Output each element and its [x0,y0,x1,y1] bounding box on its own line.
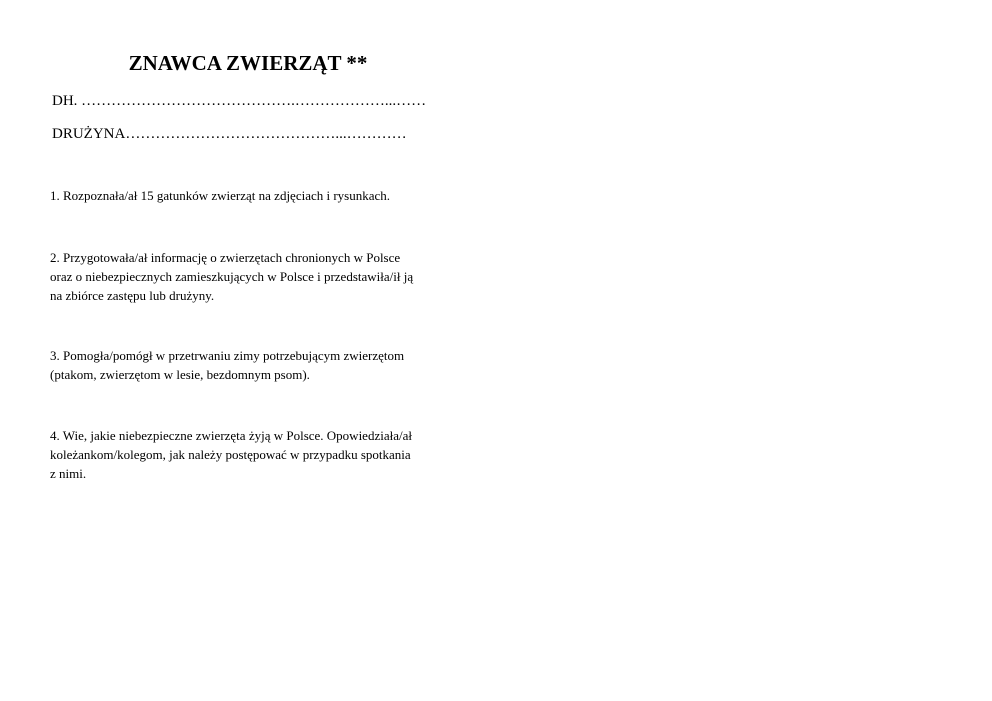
dh-name-field: DH. …………………………………….………………...…… [52,93,427,109]
document-title: ZNAWCA ZWIERZĄT ** [128,51,368,75]
requirement-line: oraz o niebezpiecznych zamieszkujących w Polsce i przedstawiła/ił ją [50,269,414,284]
requirement-item-2 [50,248,450,305]
requirement-line: 3. Pomogła/pomógł w przetrwaniu zimy potrzebującym zwierzętom [50,348,405,363]
requirement-line: (ptakom, zwierzętom w lesie, bezdomnym psom). [50,367,310,382]
requirement-line: na zbiórce zastępu lub drużyny. [50,288,215,303]
requirement-item-1 [50,186,450,205]
requirement-line: z nimi. [50,466,87,481]
requirement-line: 2. Przygotowała/ał informację o zwierzętach chronionych w Polsce [50,250,401,265]
requirement-line: 1. Rozpoznała/ał 15 gatunków zwierząt na zdjęciach i rysunkach. [50,188,391,203]
requirement-line: 4. Wie, jakie niebezpieczne zwierzęta żyją w Polsce. Opowiedziała/ał [50,428,412,443]
requirement-line: koleżankom/kolegom, jak należy postępować w przypadku spotkania [50,447,411,462]
druzyna-field: DRUŻYNA……………………………………...………… [52,126,407,142]
requirement-item-4 [50,426,450,483]
requirement-item-3 [50,346,450,384]
